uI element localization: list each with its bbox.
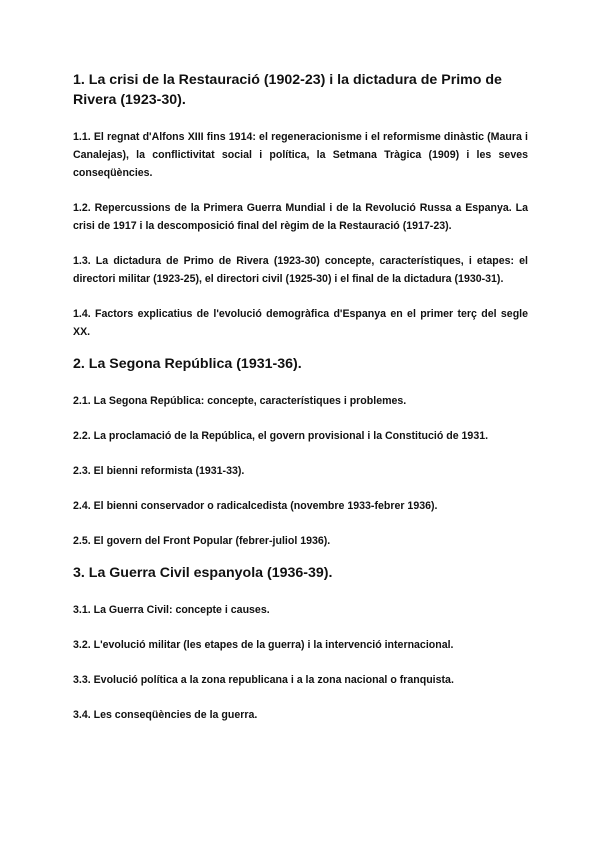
section-title-1: 1. La crisi de la Restauració (1902-23) i la dictadura de Primo de Rivera (1923-30). — [73, 72, 502, 108]
list-item-3-2: 3.2. L'evolució militar (les etapes de la guerra) i la intervenció internacional. — [73, 639, 454, 651]
document-page — [73, 70, 528, 724]
list-item-1-3: 1.3. La dictadura de Primo de Rivera (1923-30) concepte, característiques, i etapes: el directori militar (1923-25), el directori civil (1925-30) i el final de la dictadura (1930-31). — [73, 255, 528, 285]
section-title-2: 2. La Segona República (1931-36). — [73, 356, 302, 372]
list-item-2-1: 2.1. La Segona República: concepte, característiques i problemes. — [73, 395, 407, 407]
list-item-1-1: 1.1. El regnat d'Alfons XIII fins 1914: el regeneracionisme i el reformisme dinàstic (Maura i Canalejas), la conflictivitat social i política, la Setmana Tràgica (1909) i les seves conseqüències. — [73, 131, 528, 179]
list-item-1-2: 1.2. Repercussions de la Primera Guerra Mundial i de la Revolució Russa a Espanya. La crisi de 1917 i la descomposició final del règim de la Restauració (1917-23). — [73, 202, 528, 232]
list-item-2-4: 2.4. El bienni conservador o radicalcedista (novembre 1933-febrer 1936). — [73, 500, 438, 512]
list-item-2-3: 2.3. El bienni reformista (1931-33). — [73, 465, 245, 477]
list-item-2-5: 2.5. El govern del Front Popular (febrer-juliol 1936). — [73, 535, 331, 547]
section-title-3: 3. La Guerra Civil espanyola (1936-39). — [73, 565, 333, 581]
list-item-3-3: 3.3. Evolució política a la zona republicana i a la zona nacional o franquista. — [73, 674, 454, 686]
list-item-1-4: 1.4. Factors explicatius de l'evolució demogràfica d'Espanya en el primer terç del segle XX. — [73, 308, 528, 338]
list-item-3-4: 3.4. Les conseqüències de la guerra. — [73, 709, 258, 721]
list-item-2-2: 2.2. La proclamació de la República, el govern provisional i la Constitució de 1931. — [73, 430, 489, 442]
list-item-3-1: 3.1. La Guerra Civil: concepte i causes. — [73, 604, 270, 616]
